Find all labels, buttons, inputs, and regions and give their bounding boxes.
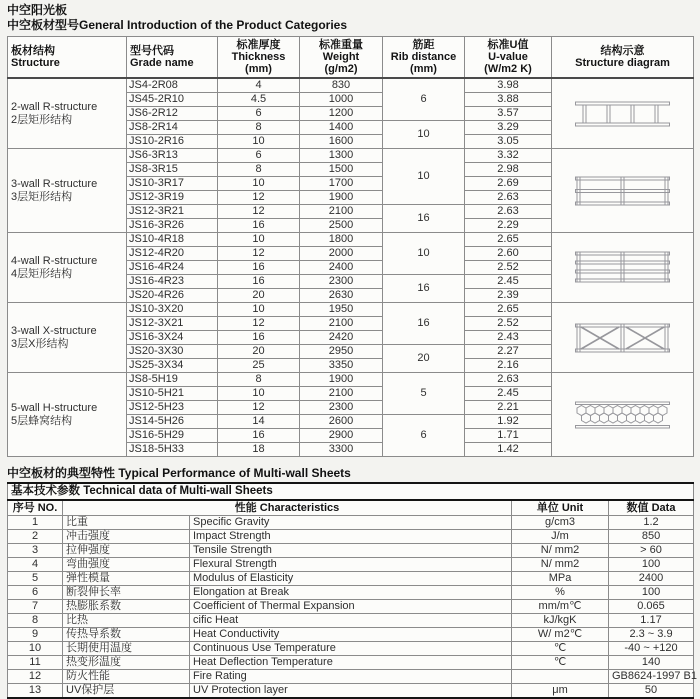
thickness-cell: 20 (218, 289, 300, 303)
characteristic-en-cell: UV Protection layer (190, 684, 512, 699)
structure-cell (8, 303, 127, 373)
characteristic-en-cell: Fire Rating (190, 670, 512, 684)
thickness-cell: 4 (218, 78, 300, 93)
characteristic-cn-cell: 比热 (63, 614, 190, 628)
u-value-cell: 3.05 (465, 135, 552, 149)
uvalue-header-en: U-value (488, 51, 528, 63)
no-cell: 7 (8, 600, 63, 614)
technical-data-banner: 基本技术参数 Technical data of Multi-wall Sheets (8, 483, 694, 500)
u-value-cell: 2.43 (465, 331, 552, 345)
unit-cell: W/ m2℃ (512, 628, 609, 642)
weight-cell: 2630 (300, 289, 383, 303)
grade-cell: JS10-3X20 (127, 303, 218, 317)
weight-header-en: Weight (322, 51, 360, 63)
characteristic-cn-cell: 传热导系数 (63, 628, 190, 642)
no-cell: 8 (8, 614, 63, 628)
weight-cell: 2100 (300, 205, 383, 219)
grade-cell: JS16-5H29 (127, 429, 218, 443)
structure-cell (8, 149, 127, 233)
weight-cell: 2300 (300, 275, 383, 289)
characteristic-cn-cell: 热膨胀系数 (63, 600, 190, 614)
performance-section-title: 中空板材的典型特性 Typical Performance of Multi-wall Sheets (7, 466, 351, 480)
thickness-cell: 6 (218, 107, 300, 121)
unit-cell: N/ mm2 (512, 558, 609, 572)
technical-row (8, 642, 694, 656)
thickness-cell: 18 (218, 443, 300, 457)
grade-cell: JS16-4R24 (127, 261, 218, 275)
data-cell: > 60 (609, 544, 694, 558)
u-value-header (465, 37, 552, 79)
u-value-cell: 2.65 (465, 233, 552, 247)
technical-row (8, 628, 694, 642)
unit-cell: kJ/kgK (512, 614, 609, 628)
technical-row (8, 656, 694, 670)
rib-distance-cell: 20 (383, 345, 465, 373)
weight-cell: 2950 (300, 345, 383, 359)
characteristic-cn-cell: UV保护层 (63, 684, 190, 699)
unit-cell: ℃ (512, 656, 609, 670)
grade-cell: JS16-4R23 (127, 275, 218, 289)
rib-distance-header (383, 37, 465, 79)
grade-cell: JS10-4R18 (127, 233, 218, 247)
u-value-cell: 2.69 (465, 177, 552, 191)
u-value-cell: 3.32 (465, 149, 552, 163)
grade-cell: JS12-3R19 (127, 191, 218, 205)
thickness-cell: 16 (218, 331, 300, 345)
thickness-header-unit: (mm) (245, 63, 272, 75)
unit-cell: g/cm3 (512, 516, 609, 530)
data-cell: 0.065 (609, 600, 694, 614)
product-categories-table (7, 36, 694, 457)
data-cell: 100 (609, 558, 694, 572)
weight-cell: 1300 (300, 149, 383, 163)
structure-name-cn: 2层矩形结构 (11, 113, 73, 126)
characteristic-en-cell: Flexural Strength (190, 558, 512, 572)
characteristic-cn-cell: 冲击强度 (63, 530, 190, 544)
technical-data-table (7, 482, 698, 699)
thickness-cell: 12 (218, 401, 300, 415)
grade-cell: JS18-5H33 (127, 443, 218, 457)
characteristic-cn-cell: 弹性模量 (63, 572, 190, 586)
u-value-cell: 3.29 (465, 121, 552, 135)
u-value-cell: 2.63 (465, 191, 552, 205)
u-value-cell: 2.52 (465, 317, 552, 331)
u-value-cell: 1.71 (465, 429, 552, 443)
structure-cell (8, 233, 127, 303)
u-value-cell: 2.21 (465, 401, 552, 415)
weight-cell: 1950 (300, 303, 383, 317)
thickness-cell: 10 (218, 177, 300, 191)
rib-distance-cell: 16 (383, 275, 465, 303)
data-cell: 2.3 ~ 3.9 (609, 628, 694, 642)
data-cell: 1.17 (609, 614, 694, 628)
weight-cell: 3300 (300, 443, 383, 457)
structure-cell (8, 373, 127, 457)
u-value-cell: 2.65 (465, 303, 552, 317)
thickness-cell: 20 (218, 345, 300, 359)
u-value-cell: 2.45 (465, 387, 552, 401)
unit-cell: μm (512, 684, 609, 699)
grade-cell: JS12-3X21 (127, 317, 218, 331)
technical-row (8, 586, 694, 600)
technical-row (8, 530, 694, 544)
product-row (8, 233, 694, 247)
product-table-header (8, 37, 694, 79)
grade-cell: JS12-3R21 (127, 205, 218, 219)
no-cell: 11 (8, 656, 63, 670)
grade-cell: JS12-5H23 (127, 401, 218, 415)
rib-distance-cell: 6 (383, 415, 465, 457)
characteristic-cn-cell: 比重 (63, 516, 190, 530)
thickness-cell: 10 (218, 135, 300, 149)
grade-cell: JS4-2R08 (127, 78, 218, 93)
weight-cell: 2100 (300, 387, 383, 401)
rib-distance-cell: 6 (383, 78, 465, 121)
data-cell: 140 (609, 656, 694, 670)
no-cell: 13 (8, 684, 63, 699)
thickness-header (218, 37, 300, 79)
uvalue-header-unit: (W/m2 K) (484, 63, 532, 75)
characteristic-en-cell: Specific Gravity (190, 516, 512, 530)
no-cell: 4 (8, 558, 63, 572)
unit-cell: N/ mm2 (512, 544, 609, 558)
characteristic-en-cell: Coefficient of Thermal Expansion (190, 600, 512, 614)
thickness-cell: 10 (218, 387, 300, 401)
grade-cell: JS6-2R12 (127, 107, 218, 121)
grade-header-cn: 型号代码 (130, 45, 174, 57)
weight-cell: 1900 (300, 191, 383, 205)
structure-header (8, 37, 127, 79)
4-wall-rect-icon (575, 251, 670, 285)
unit-cell: MPa (512, 572, 609, 586)
grade-cell: JS10-2R16 (127, 135, 218, 149)
structure-name-cn: 5层蜂窝结构 (11, 414, 73, 427)
technical-row (8, 516, 694, 530)
weight-cell: 1000 (300, 93, 383, 107)
product-table-body (8, 78, 694, 457)
unit-cell: ℃ (512, 642, 609, 656)
diagram-cell (552, 303, 694, 373)
weight-cell: 1700 (300, 177, 383, 191)
product-row (8, 373, 694, 387)
thickness-cell: 10 (218, 303, 300, 317)
5-wall-honeycomb-icon (575, 401, 670, 429)
thickness-cell: 16 (218, 429, 300, 443)
structure-name-en: 5-wall H-structure (11, 401, 98, 414)
weight-cell: 1500 (300, 163, 383, 177)
grade-cell: JS8-3R15 (127, 163, 218, 177)
thickness-cell: 8 (218, 373, 300, 387)
characteristic-cn-cell: 热变形温度 (63, 656, 190, 670)
weight-cell: 1600 (300, 135, 383, 149)
structure-name-cn: 3层矩形结构 (11, 190, 73, 203)
technical-row (8, 614, 694, 628)
thickness-cell: 12 (218, 317, 300, 331)
thickness-cell: 14 (218, 415, 300, 429)
rib-header-en: Rib distance (390, 51, 457, 63)
characteristic-en-cell: Elongation at Break (190, 586, 512, 600)
grade-cell: JS20-3X30 (127, 345, 218, 359)
unit-cell: J/m (512, 530, 609, 544)
weight-header-unit: (g/m2) (324, 63, 358, 75)
structure-name-en: 2-wall R-structure (11, 100, 98, 113)
rib-distance-cell: 10 (383, 233, 465, 275)
weight-cell: 2500 (300, 219, 383, 233)
grade-cell: JS45-2R10 (127, 93, 218, 107)
no-cell: 6 (8, 586, 63, 600)
diagram-cell (552, 233, 694, 303)
structure-cell (8, 78, 127, 149)
weight-header-cn: 标准重量 (319, 39, 363, 51)
characteristics-header: 性能 Characteristics (63, 500, 512, 516)
weight-cell: 2100 (300, 317, 383, 331)
structure-name-en: 3-wall R-structure (11, 177, 98, 190)
weight-cell: 2300 (300, 401, 383, 415)
thickness-cell: 16 (218, 275, 300, 289)
characteristic-en-cell: Modulus of Elasticity (190, 572, 512, 586)
diagram-header-en: Structure diagram (575, 57, 670, 69)
no-cell: 3 (8, 544, 63, 558)
weight-cell: 1200 (300, 107, 383, 121)
u-value-cell: 2.60 (465, 247, 552, 261)
product-row (8, 78, 694, 93)
weight-cell: 1900 (300, 373, 383, 387)
unit-cell: % (512, 586, 609, 600)
data-cell: 2400 (609, 572, 694, 586)
characteristic-en-cell: cific Heat (190, 614, 512, 628)
characteristic-cn-cell: 弯曲强度 (63, 558, 190, 572)
uvalue-header-cn: 标准U值 (487, 39, 529, 51)
characteristic-en-cell: Heat Conductivity (190, 628, 512, 642)
thickness-cell: 16 (218, 219, 300, 233)
rib-distance-cell: 5 (383, 373, 465, 415)
thickness-cell: 12 (218, 247, 300, 261)
u-value-cell: 3.57 (465, 107, 552, 121)
data-cell: 100 (609, 586, 694, 600)
data-cell: 850 (609, 530, 694, 544)
technical-table-banner-row (8, 483, 694, 500)
weight-cell: 2900 (300, 429, 383, 443)
structure-header-en: Structure (11, 57, 60, 69)
characteristic-en-cell: Continuous Use Temperature (190, 642, 512, 656)
data-header: 数值 Data (609, 500, 694, 516)
rib-distance-cell: 16 (383, 205, 465, 233)
characteristic-cn-cell: 拉伸强度 (63, 544, 190, 558)
thickness-cell: 25 (218, 359, 300, 373)
grade-cell: JS16-3X24 (127, 331, 218, 345)
structure-name-cn: 3层X形结构 (11, 337, 69, 350)
grade-name-header (127, 37, 218, 79)
rib-distance-cell: 16 (383, 303, 465, 345)
data-cell: 50 (609, 684, 694, 699)
thickness-cell: 16 (218, 261, 300, 275)
u-value-cell: 2.52 (465, 261, 552, 275)
no-cell: 2 (8, 530, 63, 544)
no-cell: 1 (8, 516, 63, 530)
characteristic-cn-cell: 断裂伸长率 (63, 586, 190, 600)
thickness-cell: 8 (218, 121, 300, 135)
rib-header-cn: 筋距 (412, 39, 435, 51)
thickness-header-cn: 标准厚度 (236, 39, 281, 51)
page-subtitle: 中空板材型号General Introduction of the Product Categories (7, 18, 348, 32)
diagram-cell (552, 78, 694, 149)
structure-name-en: 3-wall X-structure (11, 324, 97, 337)
u-value-cell: 2.45 (465, 275, 552, 289)
thickness-header-en: Thickness (231, 51, 286, 63)
diagram-cell (552, 373, 694, 457)
u-value-cell: 3.98 (465, 78, 552, 93)
data-cell: 1.2 (609, 516, 694, 530)
thickness-cell: 12 (218, 191, 300, 205)
grade-cell: JS8-2R14 (127, 121, 218, 135)
weight-cell: 830 (300, 78, 383, 93)
u-value-cell: 1.42 (465, 443, 552, 457)
3-wall-x-icon (575, 323, 670, 353)
u-value-cell: 3.88 (465, 93, 552, 107)
characteristic-cn-cell: 防火性能 (63, 670, 190, 684)
grade-header-en: Grade name (130, 57, 194, 69)
thickness-cell: 12 (218, 205, 300, 219)
characteristic-en-cell: Impact Strength (190, 530, 512, 544)
unit-cell: mm/m℃ (512, 600, 609, 614)
u-value-cell: 2.27 (465, 345, 552, 359)
structure-header-cn: 板材结构 (11, 45, 55, 57)
thickness-cell: 8 (218, 163, 300, 177)
grade-cell: JS10-5H21 (127, 387, 218, 401)
no-cell: 5 (8, 572, 63, 586)
u-value-cell: 1.92 (465, 415, 552, 429)
characteristic-en-cell: Heat Deflection Temperature (190, 656, 512, 670)
characteristic-cn-cell: 长期使用温度 (63, 642, 190, 656)
no-cell: 9 (8, 628, 63, 642)
weight-cell: 1800 (300, 233, 383, 247)
weight-cell: 2600 (300, 415, 383, 429)
no-header: 序号 NO. (8, 500, 63, 516)
characteristic-en-cell: Tensile Strength (190, 544, 512, 558)
technical-row (8, 558, 694, 572)
technical-row (8, 544, 694, 558)
technical-table-body (8, 516, 698, 699)
technical-row (8, 600, 694, 614)
grade-cell: JS20-4R26 (127, 289, 218, 303)
grade-cell: JS8-5H19 (127, 373, 218, 387)
unit-cell (512, 670, 609, 684)
grade-cell: JS14-5H26 (127, 415, 218, 429)
grade-cell: JS16-3R26 (127, 219, 218, 233)
weight-cell: 3350 (300, 359, 383, 373)
diagram-header-cn: 结构示意 (600, 45, 645, 57)
thickness-cell: 6 (218, 149, 300, 163)
u-value-cell: 2.16 (465, 359, 552, 373)
technical-row (8, 670, 694, 684)
thickness-cell: 4.5 (218, 93, 300, 107)
rib-distance-cell: 10 (383, 121, 465, 149)
u-value-cell: 2.63 (465, 373, 552, 387)
structure-name-cn: 4层矩形结构 (11, 267, 73, 280)
diagram-cell (552, 149, 694, 233)
u-value-cell: 2.98 (465, 163, 552, 177)
grade-cell: JS12-4R20 (127, 247, 218, 261)
structure-diagram-header (552, 37, 694, 79)
technical-row (8, 572, 694, 586)
product-row (8, 303, 694, 317)
rib-distance-cell: 10 (383, 149, 465, 205)
weight-header (300, 37, 383, 79)
3-wall-rect-icon (575, 176, 670, 206)
product-row (8, 149, 694, 163)
technical-row (8, 684, 694, 699)
grade-cell: JS25-3X34 (127, 359, 218, 373)
u-value-cell: 2.39 (465, 289, 552, 303)
weight-cell: 2000 (300, 247, 383, 261)
weight-cell: 1400 (300, 121, 383, 135)
page-title: 中空阳光板 (7, 3, 68, 17)
data-cell: -40 ~ +120 (609, 642, 694, 656)
structure-name-en: 4-wall R-structure (11, 254, 98, 267)
2-wall-rect-icon (575, 101, 670, 127)
grade-cell: JS6-3R13 (127, 149, 218, 163)
thickness-cell: 10 (218, 233, 300, 247)
u-value-cell: 2.63 (465, 205, 552, 219)
unit-header: 单位 Unit (512, 500, 609, 516)
rib-header-unit: (mm) (410, 63, 437, 75)
no-cell: 12 (8, 670, 63, 684)
weight-cell: 2400 (300, 261, 383, 275)
data-cell: GB8624-1997 B1 (609, 670, 694, 684)
weight-cell: 2420 (300, 331, 383, 345)
technical-table-header (8, 483, 694, 516)
u-value-cell: 2.29 (465, 219, 552, 233)
grade-cell: JS10-3R17 (127, 177, 218, 191)
no-cell: 10 (8, 642, 63, 656)
